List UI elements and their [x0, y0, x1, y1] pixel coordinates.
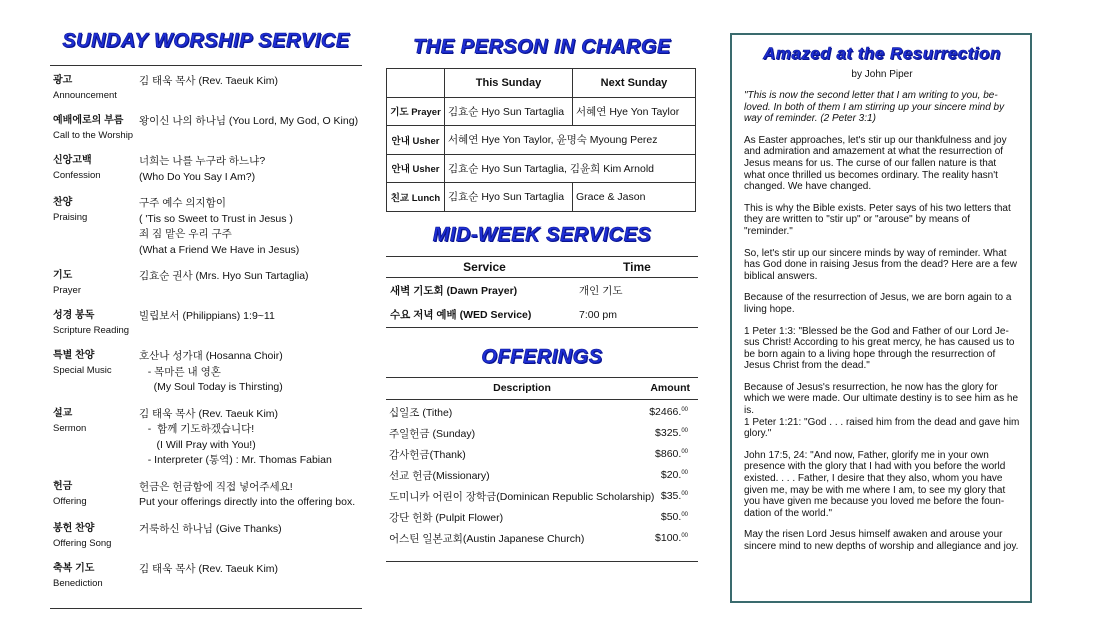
worship-item-line: (Who Do You Say I Am?) — [139, 170, 256, 183]
offering-amount — [628, 511, 698, 523]
table-row — [386, 423, 698, 444]
worship-item-label — [53, 562, 139, 591]
article-paragraph: So, let's stir up our sincere minds by way of reminder. What has God done in raising Jesus from the dead? Here are a few biblical answers. — [744, 247, 1017, 282]
worship-item-line: 호산나 성가대 (Hosanna Choir) — [139, 350, 283, 362]
offering-amount-cents: 00 — [681, 491, 688, 497]
offering-description: 십일조 (Tithe) — [389, 406, 453, 419]
assignee-cell: 김효순 Hyo Sun Tartaglia, 김윤희 Kim Arnold — [445, 154, 696, 183]
worship-item-korean: 찬양 — [53, 197, 73, 208]
worship-item-english: Prayer — [53, 285, 81, 296]
list-item — [53, 74, 362, 103]
worship-item-korean: 예배에로의 부름 — [53, 115, 124, 126]
worship-item-line: 거룩하신 하나님 (Give Thanks) — [139, 522, 282, 535]
worship-item-english: Call to the Worship — [53, 130, 134, 141]
worship-item-line: Put your offerings directly into the offering box. — [139, 496, 356, 508]
article-body — [744, 90, 1020, 553]
worship-item-english: Offering Song — [53, 537, 112, 549]
next-sunday-cell: 서혜연 Hye Yon Taylor — [573, 97, 696, 126]
table-header-row — [387, 69, 696, 98]
service-header: Service — [463, 259, 506, 274]
worship-items — [53, 74, 362, 591]
offering-description: 주일헌금 (Sunday) — [389, 427, 476, 440]
offering-amount-value: $860. — [655, 448, 682, 460]
offering-amount-value: $20. — [660, 469, 682, 481]
offering-amount-cents: 00 — [681, 428, 688, 434]
role-header — [387, 69, 445, 98]
service-cell: 수요 저녁 예배 (WED Service) — [390, 309, 532, 321]
list-item — [53, 480, 362, 511]
worship-item-description — [139, 522, 282, 551]
offering-amount-cents: 00 — [681, 407, 688, 413]
worship-item-line: - 목마른 내 영혼 — [139, 365, 221, 378]
table-row — [386, 486, 698, 507]
worship-item-korean: 축복 기도 — [53, 562, 95, 574]
offering-description: 선교 헌금(Missionary) — [389, 469, 490, 482]
worship-item-line: 김효순 권사 (Mrs. Hyo Sun Tartaglia) — [139, 270, 309, 282]
worship-item-english: Offering — [53, 495, 87, 507]
worship-item-label — [53, 349, 139, 396]
service-cell: 새벽 기도회 (Dawn Prayer) — [390, 284, 518, 297]
worship-item-line: (My Soul Today is Thirsting) — [139, 381, 283, 393]
worship-item-line: ( 'Tis so Sweet to Trust in Jesus ) — [139, 212, 293, 225]
worship-item-english: Confession — [53, 170, 101, 181]
worship-item-label — [53, 114, 139, 143]
worship-item-line: 김 태욱 목사 (Rev. Taeuk Kim) — [139, 407, 279, 420]
worship-service-section — [50, 30, 362, 609]
offering-amount — [628, 406, 698, 418]
list-item — [53, 407, 362, 469]
worship-item-korean: 성경 봉독 — [53, 310, 95, 321]
list-item — [53, 522, 362, 551]
table-row — [387, 126, 696, 155]
article-paragraph: John 17:5, 24: "And now, Father, glorify me in your own presence with the glory that I had with you before the world existed. . . . Father, I desire that they also, whom you have given me, may be with me where I am, to see my glory that you have given me because you loved me before the foun-dation of the world." — [744, 449, 1006, 519]
worship-item-description — [139, 114, 358, 143]
table-row — [387, 183, 696, 212]
role-cell: 기도 Prayer — [387, 97, 445, 126]
role-cell: 안내 Usher — [387, 154, 445, 183]
worship-item-line: 빌립보서 (Philippians) 1:9~11 — [139, 310, 275, 322]
offering-amount-cents: 00 — [681, 470, 688, 476]
worship-item-line: (I Will Pray with You!) — [139, 438, 256, 451]
article-title: Amazed at the Resurrection — [763, 44, 1001, 63]
article-paragraph: Because of Jesus's resurrection, he now has the glory for which we were made. Our ultimate destiny is to see him as he is. 1 Peter 1:21: "God . . . raised him from the dead and gave him glory." — [744, 381, 1020, 440]
time-cell: 7:00 pm — [579, 308, 617, 321]
role-cell: 친교 Lunch — [387, 183, 445, 212]
worship-item-description — [139, 562, 278, 591]
list-item — [53, 154, 362, 185]
worship-item-label — [53, 154, 139, 185]
article-box — [730, 33, 1032, 603]
offering-amount-value: $35. — [660, 490, 682, 502]
offering-description: 어스틴 일본교회(Austin Japanese Church) — [389, 532, 585, 545]
worship-title: SUNDAY WORSHIP SERVICE — [62, 30, 350, 52]
offerings-rows — [386, 400, 698, 562]
table-row — [386, 303, 698, 328]
time-cell: 개인 기도 — [579, 284, 623, 297]
worship-item-label — [53, 480, 139, 511]
table-row — [386, 528, 698, 549]
offering-amount-value: $2466. — [649, 406, 682, 418]
worship-item-line: - Interpreter (통역) : Mr. Thomas Fabian — [139, 454, 332, 466]
assignee-cell: 서혜연 Hye Yon Taylor, 윤명숙 Myoung Perez — [445, 126, 696, 155]
midweek-table — [386, 256, 698, 328]
worship-item-description — [139, 480, 355, 511]
offering-amount-cents: 00 — [681, 449, 688, 455]
worship-item-korean: 광고 — [53, 75, 73, 86]
article-paragraph: This is why the Bible exists. Peter says of his two letters that they are written to "stir up" or "arouse" by means of "reminder." — [744, 202, 1011, 237]
table-row — [387, 97, 696, 126]
worship-item-english: Praising — [53, 212, 88, 223]
worship-item-description — [139, 154, 265, 185]
list-item — [53, 269, 362, 298]
offering-amount — [654, 490, 698, 502]
worship-item-line: 죄 짐 맡은 우리 구주 — [139, 228, 232, 240]
offerings-table — [386, 377, 698, 562]
list-item — [53, 349, 362, 396]
table-row — [386, 507, 698, 528]
worship-item-description — [139, 196, 299, 258]
midweek-header-row — [386, 256, 698, 278]
person-in-charge-table — [386, 68, 696, 212]
worship-item-english: Scripture Reading — [53, 325, 130, 336]
description-header: Description — [493, 382, 551, 394]
offering-description: 강단 헌화 (Pulpit Flower) — [389, 511, 504, 524]
worship-item-line: 김 태욱 목사 (Rev. Taeuk Kim) — [139, 75, 279, 87]
offerings-header-row — [386, 377, 698, 400]
worship-item-korean: 신앙고백 — [53, 155, 92, 166]
list-item — [53, 309, 362, 338]
article-paragraph: May the risen Lord Jesus himself awaken and arouse your sincere mind to new depths of worship and allegiance and joy. — [744, 529, 1019, 552]
next-sunday-cell: Grace & Jason — [573, 183, 696, 212]
worship-item-description — [139, 407, 332, 469]
article-paragraph: Because of the resurrection of Jesus, we are born again to a living hope. — [744, 292, 1012, 315]
worship-item-english: Special Music — [53, 365, 112, 376]
list-item — [53, 196, 362, 258]
this-sunday-header: This Sunday — [445, 69, 573, 98]
worship-item-label — [53, 407, 139, 469]
worship-item-korean: 특별 찬양 — [53, 350, 95, 361]
worship-item-line: 왕이신 나의 하나님 (You Lord, My God, O King) — [139, 115, 359, 127]
person-in-charge-title: THE PERSON IN CHARGE — [413, 36, 671, 58]
worship-item-korean: 봉헌 찬양 — [53, 522, 95, 534]
worship-item-line: 김 태욱 목사 (Rev. Taeuk Kim) — [139, 562, 279, 575]
offerings-title: OFFERINGS — [481, 345, 603, 368]
next-sunday-header: Next Sunday — [573, 69, 696, 98]
worship-item-description — [139, 269, 309, 298]
offering-amount-value: $325. — [655, 427, 682, 439]
worship-item-description — [139, 74, 278, 103]
offering-amount-value: $50. — [660, 511, 682, 523]
offering-amount-cents: 00 — [681, 533, 688, 539]
table-row — [386, 465, 698, 486]
offering-amount — [628, 469, 698, 481]
worship-item-english: Announcement — [53, 90, 117, 101]
worship-item-korean: 설교 — [53, 407, 73, 419]
amount-header: Amount — [650, 382, 690, 394]
role-cell: 안내 Usher — [387, 126, 445, 155]
worship-item-label — [53, 309, 139, 338]
worship-order-list — [50, 65, 362, 609]
middle-section — [386, 36, 698, 562]
worship-item-label — [53, 196, 139, 258]
offering-description: 도미니카 어린이 장학금(Dominican Republic Scholarship) — [389, 490, 655, 503]
offering-amount — [628, 532, 698, 544]
table-row — [386, 402, 698, 423]
offering-amount — [628, 427, 698, 439]
offering-amount-value: $100. — [655, 532, 682, 544]
worship-item-korean: 기도 — [53, 270, 73, 281]
article-paragraph: As Easter approaches, let's stir up our thankfulness and joy and admiration and amazement at what the resurrection of Jesus means for us. The curse of our fallen nature is that what once thrilled us becomes ordinary. The reality hasn't changed. We have changed. — [744, 134, 1007, 193]
table-row — [387, 154, 696, 183]
article-byline: by John Piper — [851, 69, 913, 80]
worship-item-label — [53, 269, 139, 298]
table-row — [386, 278, 698, 303]
time-header: Time — [623, 259, 651, 274]
midweek-title: MID-WEEK SERVICES — [432, 223, 652, 246]
worship-item-line: 너희는 나를 누구라 하느냐? — [139, 155, 266, 167]
article-quote: "This is now the second letter that I am writing to you, be-loved. In both of them I am stirring up your sincere mind by way of reminder. (2 Peter 3:1) — [744, 90, 1005, 125]
worship-item-english: Benediction — [53, 577, 103, 589]
this-sunday-cell: 김효순 Hyo Sun Tartaglia — [445, 97, 573, 126]
this-sunday-cell: 김효순 Hyo Sun Tartaglia — [445, 183, 573, 212]
worship-item-english: Sermon — [53, 422, 87, 434]
list-item — [53, 562, 362, 591]
offering-description: 감사헌금(Thank) — [389, 448, 466, 461]
offering-amount-cents: 00 — [681, 512, 688, 518]
table-row — [386, 444, 698, 465]
worship-item-label — [53, 522, 139, 551]
worship-item-korean: 헌금 — [53, 480, 73, 492]
article-paragraph: 1 Peter 1:3: "Blessed be the God and Father of our Lord Je-sus Christ! According to his great mercy, he has caused us to be born again to a living hope through the resurrection of Jesus Christ from the dead." — [744, 325, 1015, 372]
worship-item-description — [139, 349, 283, 396]
worship-item-description — [139, 309, 275, 338]
worship-item-line: (What a Friend We Have in Jesus) — [139, 243, 300, 256]
offering-amount — [628, 448, 698, 460]
list-item — [53, 114, 362, 143]
worship-item-line: - 함께 기도하겠습니다! — [139, 423, 255, 435]
worship-item-line: 헌금은 헌금함에 직접 넣어주세요! — [139, 480, 293, 493]
worship-item-label — [53, 74, 139, 103]
midweek-rows — [386, 278, 698, 328]
person-rows — [387, 97, 696, 211]
worship-item-line: 구주 예수 의지함이 — [139, 197, 226, 209]
